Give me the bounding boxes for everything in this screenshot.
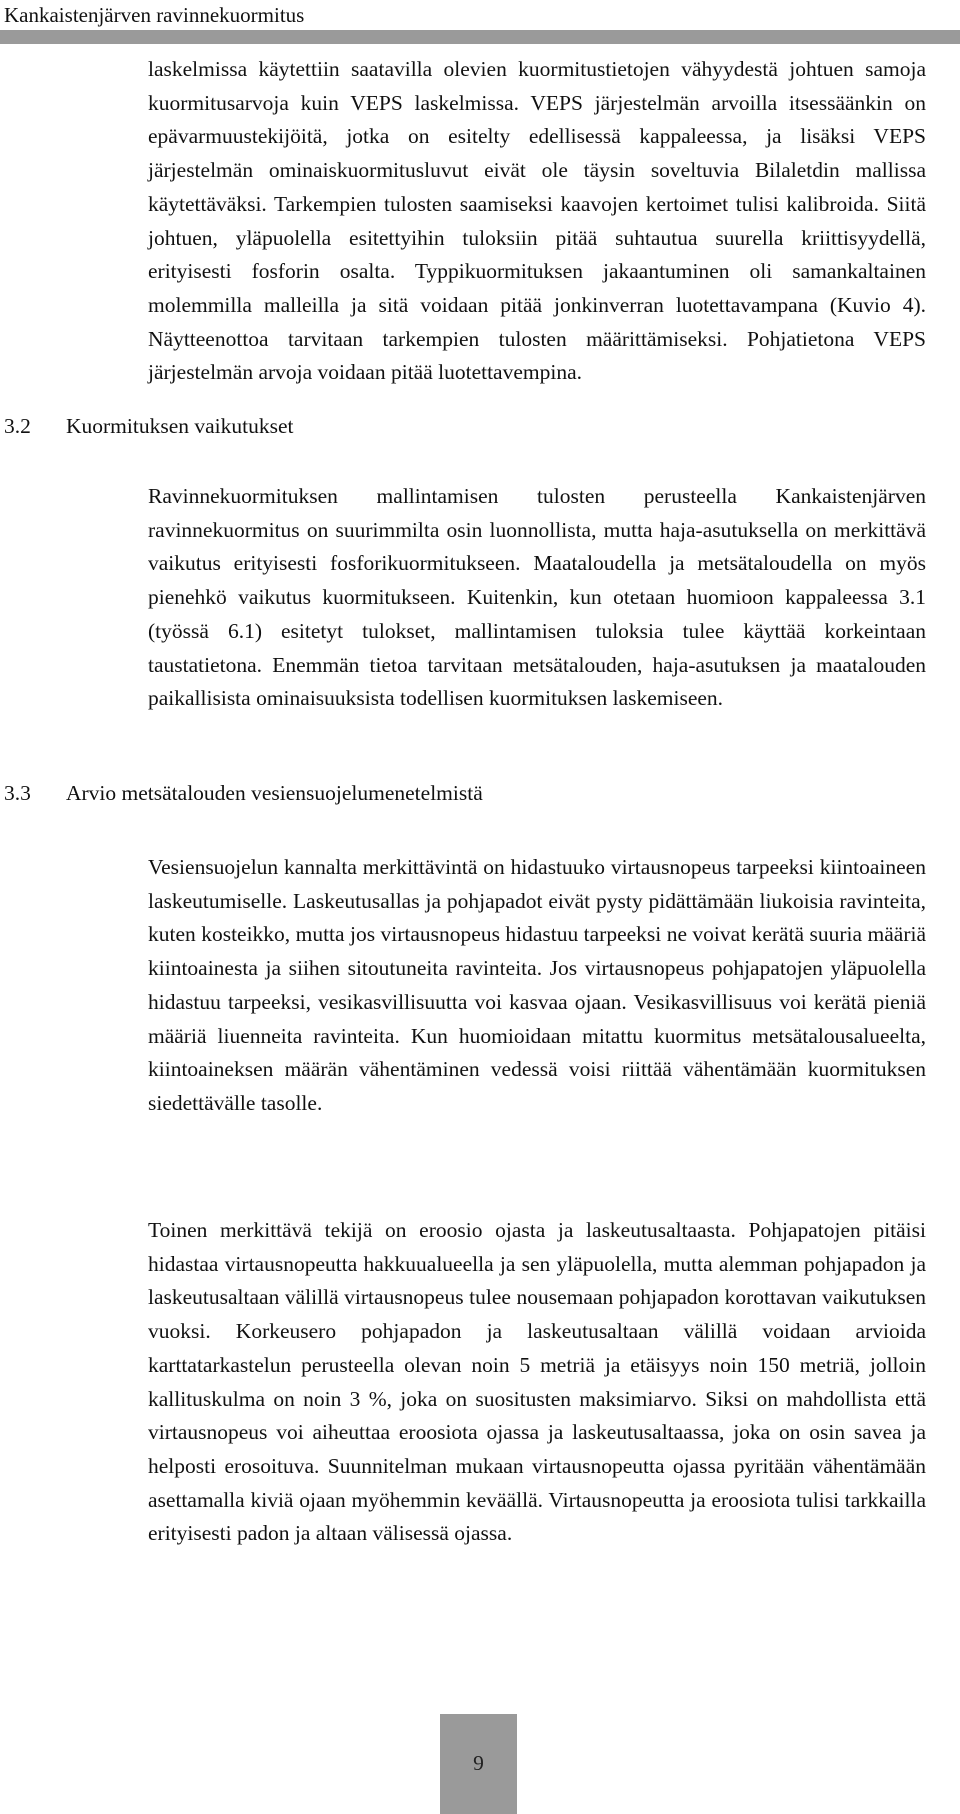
page-number-box [440,1714,517,1814]
section-number: 3.2 [4,414,31,438]
section-3-3-paragraph-1: Vesiensuojelun kannalta merkittävintä on hidastuuko virtausnopeus tarpeeksi kiintoaineen laskeutumiselle. Laskeutusallas ja pohjapadot eivät pysty pidättämään liukoisia ravinteita, kuten kosteikko, mutta jos virtausnopeus hidastuu tarpeeksi ne voivat kerätä suuria määriä kiintoainesta ja siihen sitoutuneita ravinteita. Jos virtausnopeus pohjapatojen yläpuolella hidastuu tarpeeksi, vesikasvillisuutta voi kasvaa ojaan. Vesikasvillisuus voi kerätä pieniä määriä liuenneita ravinteita. Kun huomioidaan mitattu kuormitus metsätalousalueelta, kiintoaineksen määrän vähentäminen vedessä voisi riittää vähentämään kuormituksen siedettävälle tasolle. [148,855,926,1115]
document-title: Kankaistenjärven ravinnekuormitus [4,3,305,27]
section-number: 3.3 [4,781,31,805]
page-number: 9 [473,1751,484,1775]
header-rule [0,30,960,44]
section-title: Arvio metsätalouden vesiensuojelumenetelmistä [66,781,483,805]
section-3-2-paragraph: Ravinnekuormituksen mallintamisen tulosten perusteella Kankaistenjärven ravinnekuormitus on suurimmilta osin luonnollista, mutta haja-asutuksella on merkittävä vaikutus erityisesti fosforikuormitukseen. Maataloudella ja metsätaloudella on myös pienehkö vaikutus kuormitukseen. Kuitenkin, kun otetaan huomioon kappaleessa 3.1 (työssä 6.1) esitetyt tulokset, mallintamisen tuloksia tulee käyttää korkeintaan taustatietona. Enemmän tietoa tarvitaan metsätalouden, haja-asutuksen ja maatalouden paikallisista ominaisuuksista todellisen kuormituksen laskemiseen. [148,484,926,711]
running-header [0,0,960,45]
section-3-3-paragraph-2: Toinen merkittävä tekijä on eroosio ojasta ja laskeutusaltaasta. Pohjapatojen pitäisi hidastaa virtausnopeutta hakkuualueella ja sen yläpuolella, mutta alemman pohjapadon ja laskeutusaltaan välillä virtausnopeus tulee nousemaan pohjapadon korottavan vaikutuksen vuoksi. Korkeusero pohjapadon ja laskeutusaltaan välillä voidaan arvioida karttatarkastelun perusteella olevan noin 5 metriä ja etäisyys noin 150 metriä, jolloin kallituskulma on noin 3 %, joka on suositusten maksimiarvo. Siksi on mahdollista että virtausnopeus voi aiheuttaa eroosiota ojassa ja laskeutusaltaassa, joka on osin savea ja helposti erosoituva. Suunnitelman mukaan virtausnopeutta ojassa pyritään vähentämään asettamalla kiviä ojaan myöhemmin keväällä. Virtausnopeutta ja eroosiota tulisi tarkkailla erityisesti padon ja altaan välisessä ojassa. [148,1218,926,1546]
section-title: Kuormituksen vaikutukset [66,414,294,438]
intro-paragraph: laskelmissa käytettiin saatavilla olevien kuormitustietojen vähyydestä johtuen samoja kuormitusarvoja kuin VEPS laskelmissa. VEPS järjestelmän arvoilla itsessäänkin on epävarmuustekijöitä, jotka on esitelty edellisessä kappaleessa, ja lisäksi VEPS järjestelmän ominaiskuormitusluvut eivät ole täysin soveltuvia Bilaletdin mallissa käytettäväksi. Tarkempien tulosten saamiseksi kaavojen kertoimet tulisi kalibroida. Siitä johtuen, yläpuolella esitettyihin tuloksiin pitää suhtautua suurella kriittisyydellä, erityisesti fosforin osalta. Typpikuormituksen jakaantuminen oli samankaltainen molemmilla malleilla ja sitä voidaan pitää jonkinverran luotettavampana (Kuvio 4). Näytteenottoa tarvitaan tarkempien tulosten määrittämiseksi. Pohjatietona VEPS järjestelmän arvoja voidaan pitää luotettavempina. [148,57,926,385]
